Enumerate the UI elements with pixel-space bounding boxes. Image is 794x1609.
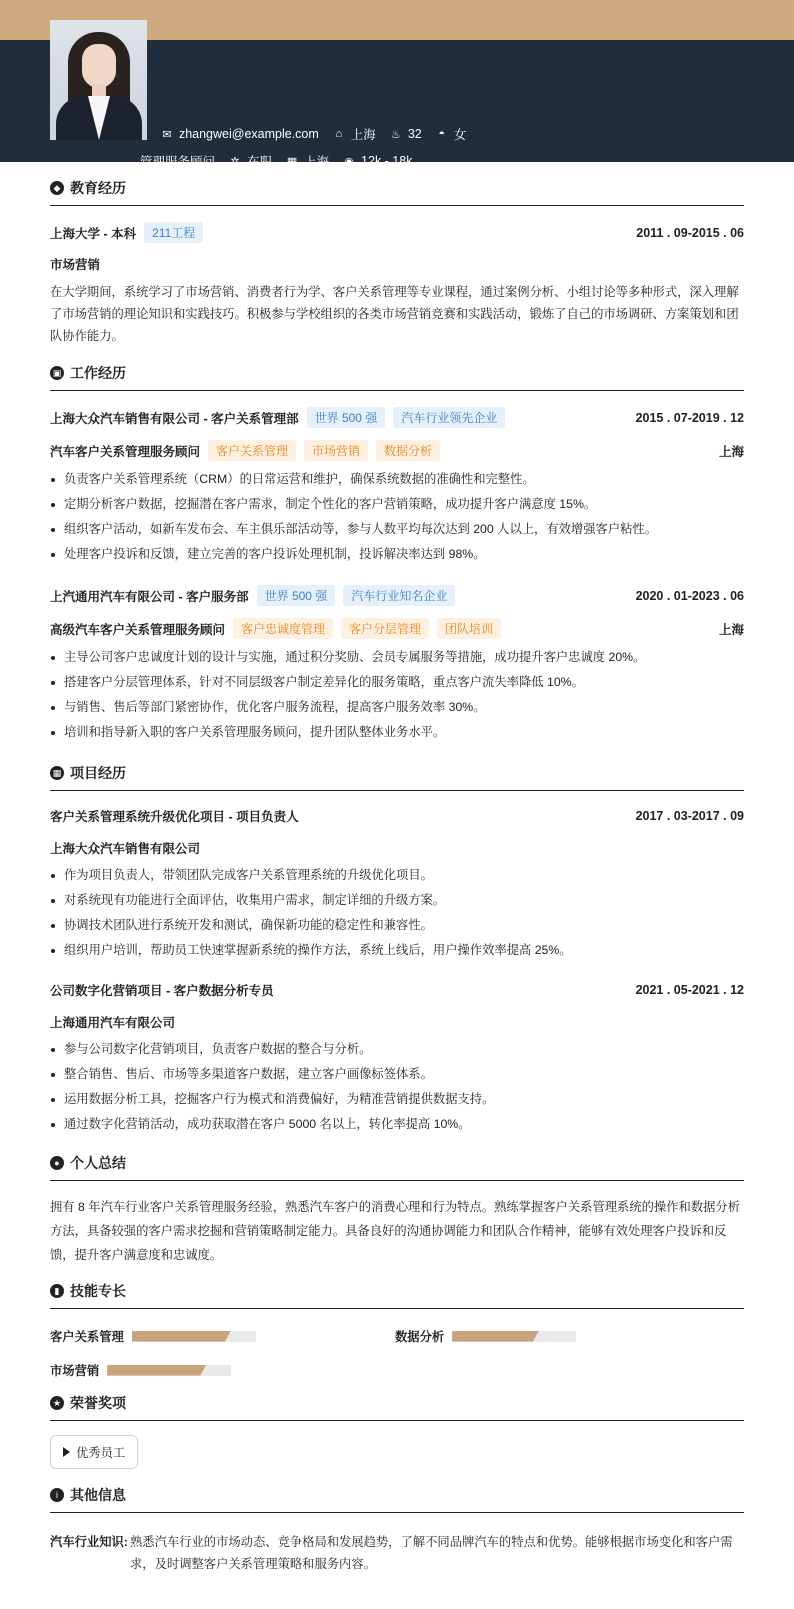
work-entry: [50, 585, 744, 745]
resume-body: [50, 162, 744, 1575]
list-item: 通过数字化营销活动，成功获取潜在客户 5000 名以上，转化率提高 10%。: [50, 1112, 744, 1137]
building-icon: ▦: [286, 155, 298, 168]
list-item: 与销售、售后等部门紧密协作，优化客户服务流程，提高客户服务效率 30%。: [50, 695, 744, 720]
section-title: 工作经历: [70, 365, 126, 381]
city-item: [333, 125, 376, 143]
gender-item: [436, 125, 467, 143]
company-tag: 汽车行业领先企业: [393, 407, 505, 428]
role-tag: 数据分析: [376, 440, 440, 461]
project-org-line: [50, 839, 744, 857]
graduation-cap-icon: ◆: [50, 181, 64, 195]
work-bullets: [50, 467, 744, 567]
list-item: 培训和指导新入职的客户关系管理服务顾问，提升团队整体业务水平。: [50, 720, 744, 745]
project-period: 2021 . 05-2021 . 12: [635, 983, 744, 997]
project-name: 客户关系管理系统升级优化项目 - 项目负责人: [50, 810, 299, 824]
project-line: [50, 981, 744, 999]
project-period: 2017 . 03-2017 . 09: [635, 809, 744, 823]
section-title: 个人总结: [70, 1155, 126, 1171]
role-tag: 客户忠诚度管理: [233, 618, 333, 639]
avatar: [50, 20, 147, 140]
salary-text: 12k - 18k: [361, 154, 413, 168]
list-item: 主导公司客户忠诚度计划的设计与实施，通过积分奖励、会员专属服务等措施，成功提升客户忠诚度 20%。: [50, 645, 744, 670]
skill-item: [395, 1327, 576, 1345]
company-line: [50, 407, 744, 428]
list-item: 参与公司数字化营销项目，负责客户数据的整合与分析。: [50, 1037, 744, 1062]
education-line: [50, 222, 744, 243]
list-item: 运用数据分析工具，挖掘客户行为模式和消费偏好，为精准营销提供数据支持。: [50, 1087, 744, 1112]
email-text: zhangwei@example.com: [178, 127, 319, 141]
gender-icon: ◓: [438, 128, 446, 140]
role-name: 高级汽车客户关系管理服务顾问: [50, 622, 226, 637]
other-text: 熟悉汽车行业的市场动态、竞争格局和发展趋势，了解不同品牌汽车的特点和优势。能够根据市场变化和客户需求，及时调整客户关系管理策略和服务内容。: [130, 1535, 733, 1571]
awards-section-header: [50, 1393, 744, 1421]
status-text: 在职: [247, 155, 273, 169]
education-description: 在大学期间，系统学习了市场营销、消费者行为学、客户关系管理等专业课程，通过案例分析、小组讨论等多种形式，深入理解了市场营销的理论知识和实践技巧。积极参与学校组织的各类市场营销竞赛和实践活动，锻炼了自己的市场调研、方案策划和团队协作能力。: [50, 285, 739, 343]
work-section-header: [50, 363, 744, 391]
list-item: 定期分析客户数据，挖掘潜在客户需求，制定个性化的客户营销策略，成功提升客户满意度 15%。: [50, 492, 744, 517]
skill-name: 客户关系管理: [50, 1330, 124, 1344]
status-icon: ✲: [230, 155, 240, 168]
summary-text: 拥有 8 年汽车行业客户关系管理服务经验，熟悉汽车客户的消费心理和行为特点。熟练掌握客户关系管理系统的操作和数据分析方法，具备较强的客户需求挖掘和营销策略制定能力。具备良好的沟通协调能力和团队合作精神，能够有效处理客户投诉和反馈，提升客户满意度和忠诚度。: [50, 1200, 741, 1262]
company-name: 上汽通用汽车有限公司 - 客户服务部: [50, 589, 249, 604]
info-icon: i: [50, 1488, 64, 1502]
skills-section-header: [50, 1281, 744, 1309]
project-entry: [50, 981, 744, 1137]
other-label: 汽车行业知识:: [50, 1535, 128, 1549]
skills-list: [50, 1309, 744, 1387]
section-title: 教育经历: [70, 180, 126, 196]
work-period: 2015 . 07-2019 . 12: [635, 410, 744, 425]
list-item: 处理客户投诉和反馈，建立完善的客户投诉处理机制，投诉解决率达到 98%。: [50, 542, 744, 567]
award-chip: [50, 1435, 138, 1469]
project-org: 上海通用汽车有限公司: [50, 1016, 176, 1030]
project-org: 上海大众汽车销售有限公司: [50, 842, 201, 856]
role-tag: 客户分层管理: [341, 618, 429, 639]
user-icon: ●: [50, 1156, 64, 1170]
email-item: [161, 127, 319, 141]
trophy-icon: ★: [50, 1396, 64, 1410]
play-icon: [63, 1447, 70, 1457]
company-name: 上海大众汽车销售有限公司 - 客户关系管理部: [50, 411, 299, 426]
list-item: 组织客户活动，如新车发布会、车主俱乐部活动等，参与人数平均每次达到 200 人以上，有效增强客户粘性。: [50, 517, 744, 542]
role-tag: 客户关系管理: [208, 440, 296, 461]
major-line: [50, 255, 744, 273]
skill-bar: [452, 1331, 576, 1342]
major: 市场营销: [50, 258, 101, 272]
role-tag: 市场营销: [304, 440, 368, 461]
mail-icon: ✉: [162, 128, 172, 141]
city-text: 上海: [350, 128, 376, 142]
project-entry: [50, 807, 744, 963]
position-text: 管理服务顾问: [140, 155, 216, 169]
role-tag: 团队培训: [437, 618, 501, 639]
education-period: 2011 . 09-2015 . 06: [636, 225, 744, 240]
section-title: 荣誉奖项: [70, 1395, 126, 1411]
project-bullets: [50, 863, 744, 963]
list-item: 负责客户关系管理系统（CRM）的日常运营和维护，确保系统数据的准确性和完整性。: [50, 467, 744, 492]
other-section-header: [50, 1485, 744, 1513]
home-icon: ⌂: [335, 128, 343, 140]
list-item: 协调技术团队进行系统开发和测试，确保新功能的稳定性和兼容性。: [50, 913, 744, 938]
work-period: 2020 . 01-2023 . 06: [635, 588, 744, 603]
work-entry: [50, 407, 744, 567]
project-bullets: [50, 1037, 744, 1137]
skill-item: [50, 1327, 256, 1345]
target-city-text: 上海: [304, 155, 330, 169]
award-name: 优秀员工: [76, 1446, 126, 1460]
work-city: 上海: [718, 444, 744, 459]
role-line: [50, 440, 744, 461]
role-line: [50, 618, 744, 639]
list-item: 整合销售、售后、市场等多渠道客户数据，建立客户画像标签体系。: [50, 1062, 744, 1087]
age-text: 32: [407, 127, 422, 141]
project-org-line: [50, 1013, 744, 1031]
gender-text: 女: [453, 128, 467, 142]
project-list: [50, 807, 744, 1137]
money-icon: ◉: [344, 155, 354, 168]
list-item: 对系统现有功能进行全面评估，收集用户需求，制定详细的升级方案。: [50, 888, 744, 913]
other-info-row: [50, 1531, 744, 1575]
school-name: 上海大学 - 本科: [50, 226, 137, 241]
list-item: 组织用户培训，帮助员工快速掌握新系统的操作方法，系统上线后，用户操作效率提高 25%。: [50, 938, 744, 963]
company-tag: 世界 500 强: [307, 407, 386, 428]
section-title: 技能专长: [70, 1283, 126, 1299]
skill-bar: [132, 1331, 256, 1342]
briefcase-icon: ▣: [50, 366, 64, 380]
project-name: 公司数字化营销项目 - 客户数据分析专员: [50, 984, 274, 998]
work-city: 上海: [718, 622, 744, 637]
projects-section-header: [50, 763, 744, 791]
age-item: [390, 127, 422, 141]
skill-bar: [107, 1365, 231, 1376]
grid-icon: ▦: [50, 766, 64, 780]
section-title: 项目经历: [70, 765, 126, 781]
company-tag: 世界 500 强: [257, 585, 336, 606]
project-line: [50, 807, 744, 825]
role-name: 汽车客户关系管理服务顾问: [50, 444, 201, 459]
section-title: 其他信息: [70, 1487, 126, 1503]
skill-name: 市场营销: [50, 1364, 100, 1378]
work-list: [50, 407, 744, 745]
cake-icon: ♨: [390, 128, 401, 141]
bar-chart-icon: ▮: [50, 1284, 64, 1298]
work-bullets: [50, 645, 744, 745]
list-item: 搭建客户分层管理体系，针对不同层级客户制定差异化的服务策略，重点客户流失率降低 10%。: [50, 670, 744, 695]
education-section-header: [50, 178, 744, 206]
school-tag: 211工程: [144, 222, 203, 243]
company-line: [50, 585, 744, 606]
company-tag: 汽车行业知名企业: [343, 585, 455, 606]
list-item: 作为项目负责人，带领团队完成客户关系管理系统的升级优化项目。: [50, 863, 744, 888]
skill-name: 数据分析: [395, 1330, 445, 1344]
summary-section-header: [50, 1153, 744, 1181]
contact-row: [140, 125, 466, 143]
skill-item: [50, 1361, 231, 1379]
